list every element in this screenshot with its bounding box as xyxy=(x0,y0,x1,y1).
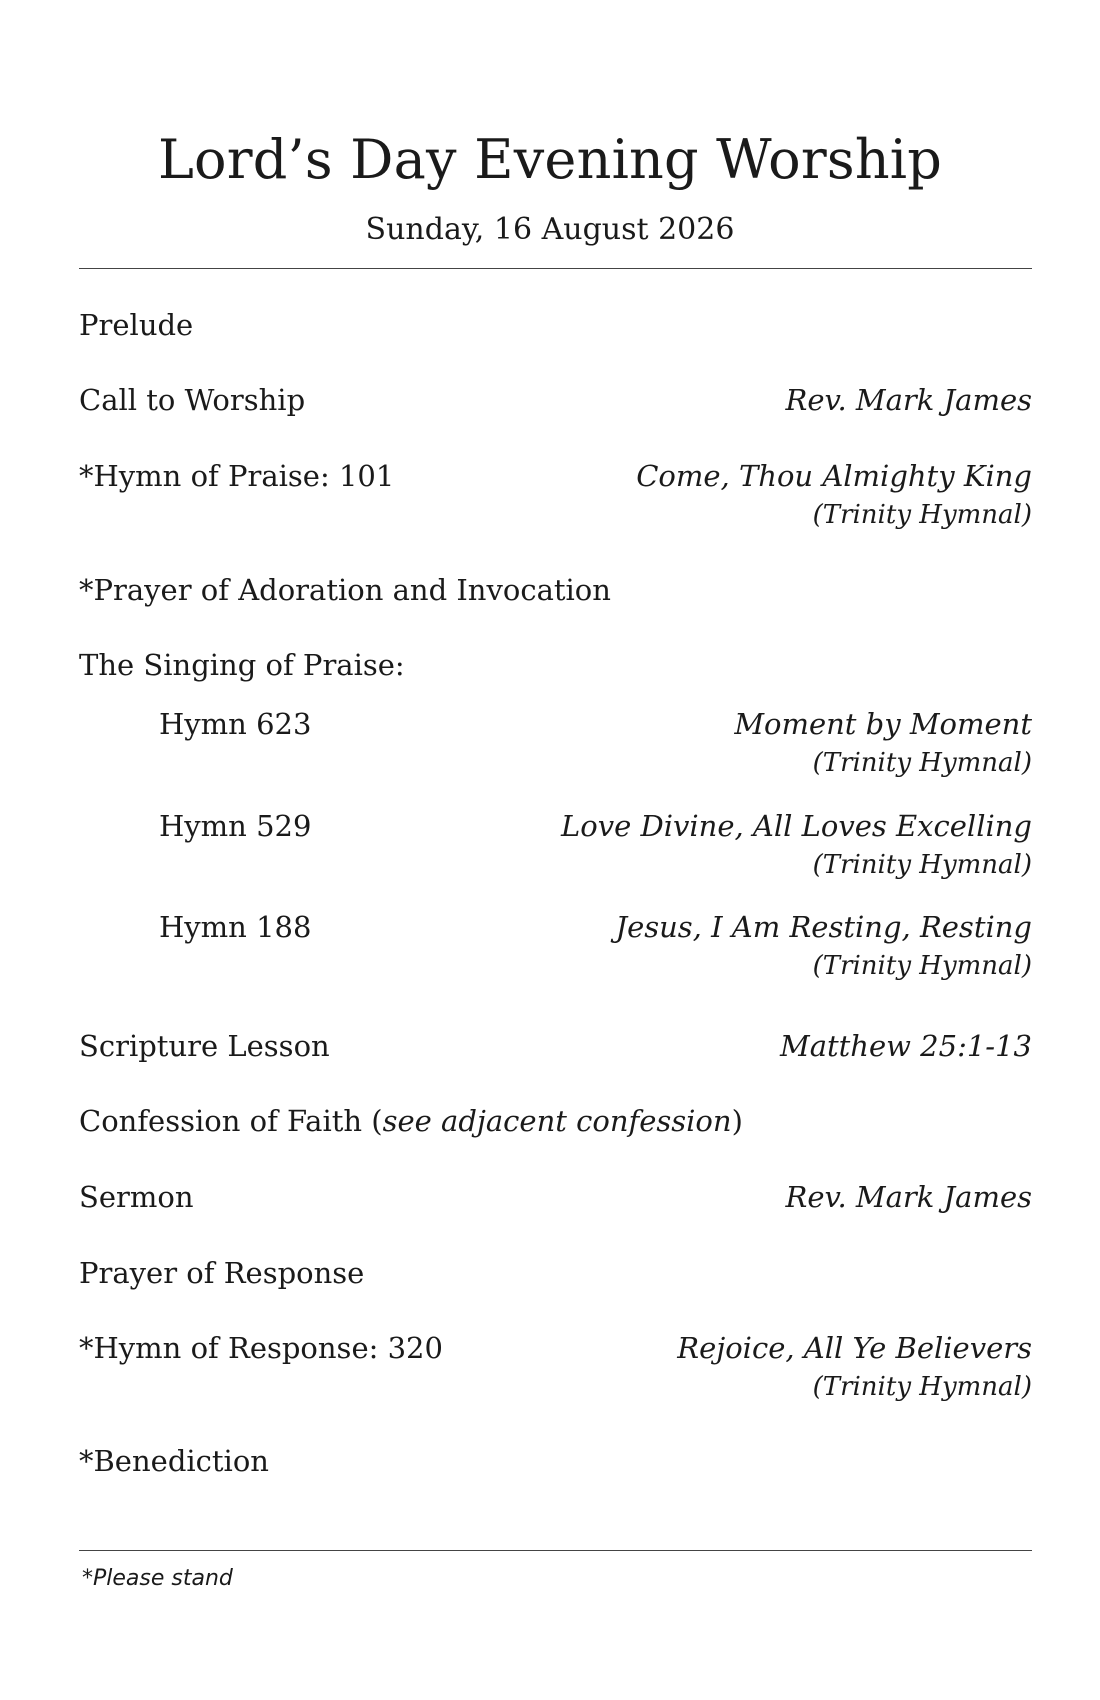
item-detail xyxy=(615,910,1032,982)
hymnal-source: (Trinity Hymnal) xyxy=(812,1371,1032,1402)
hymn-title: Love Divine, All Loves Excelling xyxy=(560,809,1032,843)
hymn-title: Jesus, I Am Resting, Resting xyxy=(615,910,1032,944)
confession-close: ) xyxy=(731,1104,743,1138)
page-title: Lord’s Day Evening Worship xyxy=(157,128,943,191)
hymnal-source: (Trinity Hymnal) xyxy=(812,499,1032,530)
item-leader: Rev. Mark James xyxy=(785,383,1032,417)
item-label: Hymn 529 xyxy=(159,809,312,843)
item-label: *Prayer of Adoration and Invocation xyxy=(79,573,611,607)
confession-label: Confession of Faith ( xyxy=(79,1104,383,1138)
item-detail xyxy=(561,809,1032,881)
item-detail xyxy=(677,1331,1032,1403)
item-label: Sermon xyxy=(79,1180,194,1214)
item-label xyxy=(79,1104,743,1139)
footer-divider xyxy=(79,1550,1032,1551)
item-label: Hymn 188 xyxy=(159,910,312,944)
hymn-title: Rejoice, All Ye Believers xyxy=(677,1331,1032,1365)
item-label: Prelude xyxy=(79,308,194,342)
item-label: *Benediction xyxy=(79,1444,269,1478)
hymnal-source: (Trinity Hymnal) xyxy=(812,849,1032,880)
item-label: Prayer of Response xyxy=(79,1256,365,1290)
confession-note: see adjacent confession xyxy=(382,1104,732,1138)
item-label: *Hymn of Response: 320 xyxy=(79,1331,443,1365)
item-preacher: Rev. Mark James xyxy=(785,1180,1032,1214)
hymnal-source: (Trinity Hymnal) xyxy=(812,950,1032,981)
item-label: *Hymn of Praise: 101 xyxy=(79,459,395,493)
service-date: Sunday, 16 August 2026 xyxy=(365,212,735,247)
item-label: Hymn 623 xyxy=(159,707,312,741)
item-detail xyxy=(636,459,1032,531)
item-label: The Singing of Praise: xyxy=(79,648,405,682)
header-divider xyxy=(79,268,1032,269)
scripture-reference: Matthew 25:1-13 xyxy=(780,1029,1032,1063)
item-detail xyxy=(734,707,1032,779)
please-stand-note: *Please stand xyxy=(82,1566,233,1591)
item-label: Call to Worship xyxy=(79,383,306,417)
hymn-title: Come, Thou Almighty King xyxy=(636,459,1032,493)
hymn-title: Moment by Moment xyxy=(734,707,1032,741)
item-label: Scripture Lesson xyxy=(79,1029,330,1063)
hymnal-source: (Trinity Hymnal) xyxy=(812,747,1032,778)
